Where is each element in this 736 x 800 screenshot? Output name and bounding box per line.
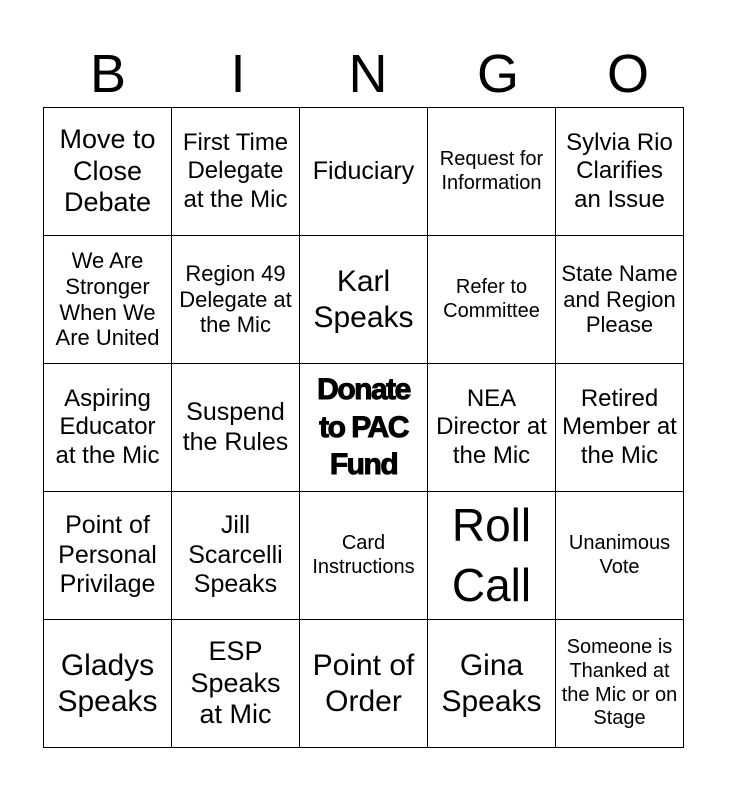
grid-row	[44, 364, 684, 492]
bingo-cell[interactable]: Someone is Thanked at the Mic or on Stage	[556, 620, 684, 748]
header-letter-o: O	[606, 44, 649, 104]
bingo-cell[interactable]: Point of Personal Privilage	[44, 492, 172, 620]
grid-row	[44, 492, 684, 620]
bingo-cell[interactable]: Region 49 Delegate at the Mic	[172, 236, 300, 364]
bingo-cell[interactable]: Karl Speaks	[300, 236, 428, 364]
bingo-cell[interactable]: State Name and Region Please	[556, 236, 684, 364]
bingo-header	[43, 44, 693, 104]
bingo-cell[interactable]: Gina Speaks	[428, 620, 556, 748]
bingo-cell[interactable]: Gladys Speaks	[44, 620, 172, 748]
bingo-cell[interactable]: Refer to Committee	[428, 236, 556, 364]
bingo-cell[interactable]: Fiduciary	[300, 108, 428, 236]
bingo-cell[interactable]: Card Instructions	[300, 492, 428, 620]
bingo-cell[interactable]: Unanimous Vote	[556, 492, 684, 620]
header-letter-b: B	[89, 44, 127, 104]
header-letter-n: N	[348, 44, 388, 104]
header-letter-i: I	[230, 44, 246, 104]
bingo-cell[interactable]: Jill Scarcelli Speaks	[172, 492, 300, 620]
bingo-cell[interactable]: Aspiring Educator at the Mic	[44, 364, 172, 492]
bingo-cell[interactable]: Request for Information	[428, 108, 556, 236]
bingo-cell[interactable]: Roll Call	[428, 492, 556, 620]
header-letter-g: G	[476, 44, 519, 104]
bingo-cell[interactable]: Move to Close Debate	[44, 108, 172, 236]
bingo-cell[interactable]: ESP Speaks at Mic	[172, 620, 300, 748]
grid-row	[44, 620, 684, 748]
bingo-cell[interactable]: NEA Director at the Mic	[428, 364, 556, 492]
grid-row	[44, 108, 684, 236]
free-space-cell[interactable]: Donate to PAC Fund	[300, 364, 428, 492]
bingo-cell[interactable]: Point of Order	[300, 620, 428, 748]
bingo-cell[interactable]: We Are Stronger When We Are United	[44, 236, 172, 364]
bingo-cell[interactable]: Retired Member at the Mic	[556, 364, 684, 492]
bingo-grid	[43, 107, 684, 748]
bingo-cell[interactable]: First Time Delegate at the Mic	[172, 108, 300, 236]
bingo-cell[interactable]: Sylvia Rio Clarifies an Issue	[556, 108, 684, 236]
bingo-cell[interactable]: Suspend the Rules	[172, 364, 300, 492]
grid-row	[44, 236, 684, 364]
